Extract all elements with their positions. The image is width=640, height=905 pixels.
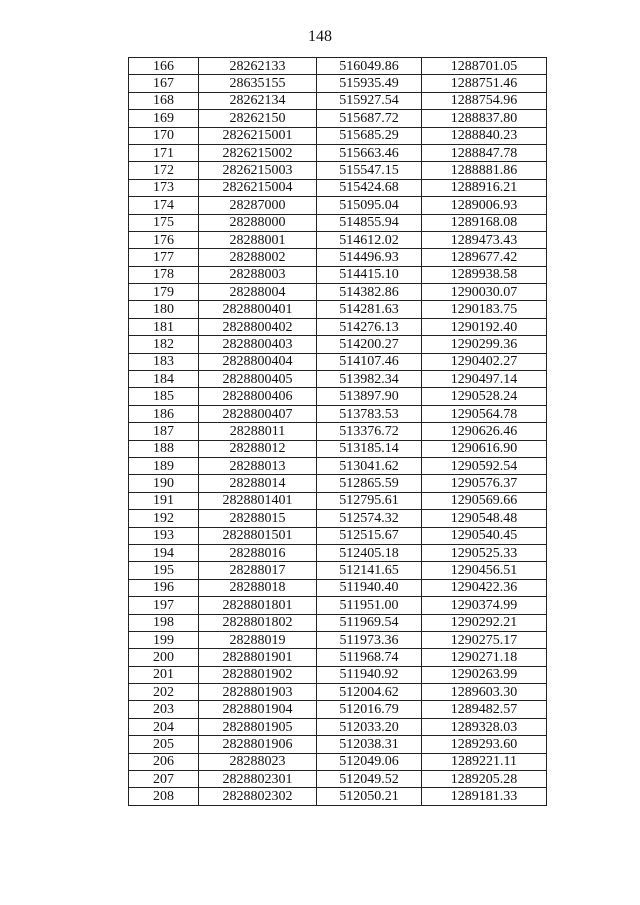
y-coordinate-cell: 1289181.33 <box>422 788 547 805</box>
point-code-cell: 2828800402 <box>199 318 317 335</box>
point-code-cell: 28288002 <box>199 249 317 266</box>
point-number-cell: 174 <box>129 197 199 214</box>
table-row <box>129 197 547 214</box>
table-row <box>129 562 547 579</box>
x-coordinate-cell: 512405.18 <box>317 544 422 561</box>
y-coordinate-cell: 1290569.66 <box>422 492 547 509</box>
y-coordinate-cell: 1289938.58 <box>422 266 547 283</box>
point-number-cell: 192 <box>129 510 199 527</box>
point-code-cell: 2828802302 <box>199 788 317 805</box>
table-row <box>129 492 547 509</box>
y-coordinate-cell: 1290299.36 <box>422 336 547 353</box>
table-row <box>129 214 547 231</box>
x-coordinate-cell: 515927.54 <box>317 92 422 109</box>
point-number-cell: 175 <box>129 214 199 231</box>
point-number-cell: 187 <box>129 423 199 440</box>
point-code-cell: 28262150 <box>199 110 317 127</box>
y-coordinate-cell: 1290576.37 <box>422 475 547 492</box>
y-coordinate-cell: 1288840.23 <box>422 127 547 144</box>
y-coordinate-cell: 1290564.78 <box>422 405 547 422</box>
table-row <box>129 666 547 683</box>
x-coordinate-cell: 511968.74 <box>317 649 422 666</box>
y-coordinate-cell: 1289603.30 <box>422 684 547 701</box>
x-coordinate-cell: 515663.46 <box>317 144 422 161</box>
x-coordinate-cell: 512016.79 <box>317 701 422 718</box>
y-coordinate-cell: 1290292.21 <box>422 614 547 631</box>
x-coordinate-cell: 512515.67 <box>317 527 422 544</box>
x-coordinate-cell: 511940.92 <box>317 666 422 683</box>
x-coordinate-cell: 512004.62 <box>317 684 422 701</box>
table-row <box>129 318 547 335</box>
point-number-cell: 177 <box>129 249 199 266</box>
y-coordinate-cell: 1290422.36 <box>422 579 547 596</box>
table-row <box>129 701 547 718</box>
point-code-cell: 2828800404 <box>199 353 317 370</box>
table-row <box>129 423 547 440</box>
point-number-cell: 203 <box>129 701 199 718</box>
point-code-cell: 2828801904 <box>199 701 317 718</box>
table-row <box>129 231 547 248</box>
table-row <box>129 527 547 544</box>
point-code-cell: 2828800407 <box>199 405 317 422</box>
point-code-cell: 2828801906 <box>199 736 317 753</box>
y-coordinate-cell: 1288701.05 <box>422 58 547 75</box>
point-code-cell: 2826215003 <box>199 162 317 179</box>
point-number-cell: 190 <box>129 475 199 492</box>
y-coordinate-cell: 1290548.48 <box>422 510 547 527</box>
y-coordinate-cell: 1288847.78 <box>422 144 547 161</box>
x-coordinate-cell: 513185.14 <box>317 440 422 457</box>
x-coordinate-cell: 515687.72 <box>317 110 422 127</box>
table-row <box>129 162 547 179</box>
point-number-cell: 195 <box>129 562 199 579</box>
table-row <box>129 684 547 701</box>
point-number-cell: 201 <box>129 666 199 683</box>
table-row <box>129 127 547 144</box>
x-coordinate-cell: 515685.29 <box>317 127 422 144</box>
point-number-cell: 169 <box>129 110 199 127</box>
table-row <box>129 284 547 301</box>
x-coordinate-cell: 513897.90 <box>317 388 422 405</box>
point-number-cell: 179 <box>129 284 199 301</box>
table-row <box>129 475 547 492</box>
x-coordinate-cell: 512141.65 <box>317 562 422 579</box>
x-coordinate-cell: 512795.61 <box>317 492 422 509</box>
point-code-cell: 28288016 <box>199 544 317 561</box>
table-row <box>129 510 547 527</box>
table-row <box>129 579 547 596</box>
table-row <box>129 75 547 92</box>
point-code-cell: 2828800406 <box>199 388 317 405</box>
x-coordinate-cell: 512050.21 <box>317 788 422 805</box>
point-code-cell: 2826215002 <box>199 144 317 161</box>
point-number-cell: 207 <box>129 771 199 788</box>
x-coordinate-cell: 511951.00 <box>317 597 422 614</box>
y-coordinate-cell: 1288881.86 <box>422 162 547 179</box>
x-coordinate-cell: 514107.46 <box>317 353 422 370</box>
table-row <box>129 388 547 405</box>
y-coordinate-cell: 1290192.40 <box>422 318 547 335</box>
point-number-cell: 172 <box>129 162 199 179</box>
table-row <box>129 58 547 75</box>
point-number-cell: 208 <box>129 788 199 805</box>
point-code-cell: 28288019 <box>199 631 317 648</box>
y-coordinate-cell: 1289473.43 <box>422 231 547 248</box>
point-number-cell: 170 <box>129 127 199 144</box>
point-code-cell: 28288003 <box>199 266 317 283</box>
table-row <box>129 631 547 648</box>
table-row <box>129 544 547 561</box>
point-code-cell: 28288000 <box>199 214 317 231</box>
x-coordinate-cell: 512865.59 <box>317 475 422 492</box>
x-coordinate-cell: 514855.94 <box>317 214 422 231</box>
point-number-cell: 202 <box>129 684 199 701</box>
table-row <box>129 371 547 388</box>
point-code-cell: 28635155 <box>199 75 317 92</box>
x-coordinate-cell: 513783.53 <box>317 405 422 422</box>
x-coordinate-cell: 516049.86 <box>317 58 422 75</box>
y-coordinate-cell: 1290030.07 <box>422 284 547 301</box>
point-code-cell: 28262133 <box>199 58 317 75</box>
point-number-cell: 193 <box>129 527 199 544</box>
x-coordinate-cell: 512038.31 <box>317 736 422 753</box>
x-coordinate-cell: 513376.72 <box>317 423 422 440</box>
y-coordinate-cell: 1290525.33 <box>422 544 547 561</box>
point-code-cell: 28288004 <box>199 284 317 301</box>
page-number: 148 <box>308 28 332 45</box>
x-coordinate-cell: 514496.93 <box>317 249 422 266</box>
x-coordinate-cell: 512049.06 <box>317 753 422 770</box>
x-coordinate-cell: 512049.52 <box>317 771 422 788</box>
y-coordinate-cell: 1289221.11 <box>422 753 547 770</box>
point-number-cell: 191 <box>129 492 199 509</box>
point-number-cell: 166 <box>129 58 199 75</box>
x-coordinate-cell: 513041.62 <box>317 457 422 474</box>
y-coordinate-cell: 1290275.17 <box>422 631 547 648</box>
table-row <box>129 597 547 614</box>
point-number-cell: 168 <box>129 92 199 109</box>
table-row <box>129 301 547 318</box>
point-code-cell: 28262134 <box>199 92 317 109</box>
point-number-cell: 188 <box>129 440 199 457</box>
y-coordinate-cell: 1289677.42 <box>422 249 547 266</box>
y-coordinate-cell: 1289168.08 <box>422 214 547 231</box>
point-code-cell: 2828801901 <box>199 649 317 666</box>
y-coordinate-cell: 1288837.80 <box>422 110 547 127</box>
x-coordinate-cell: 511940.40 <box>317 579 422 596</box>
table-row <box>129 405 547 422</box>
y-coordinate-cell: 1289293.60 <box>422 736 547 753</box>
point-code-cell: 28287000 <box>199 197 317 214</box>
point-number-cell: 180 <box>129 301 199 318</box>
y-coordinate-cell: 1288916.21 <box>422 179 547 196</box>
point-number-cell: 200 <box>129 649 199 666</box>
point-number-cell: 178 <box>129 266 199 283</box>
point-number-cell: 185 <box>129 388 199 405</box>
x-coordinate-cell: 514276.13 <box>317 318 422 335</box>
table-row <box>129 614 547 631</box>
table-row <box>129 144 547 161</box>
y-coordinate-cell: 1290271.18 <box>422 649 547 666</box>
table-row <box>129 179 547 196</box>
point-code-cell: 2828801401 <box>199 492 317 509</box>
point-number-cell: 181 <box>129 318 199 335</box>
point-code-cell: 28288013 <box>199 457 317 474</box>
point-number-cell: 171 <box>129 144 199 161</box>
point-code-cell: 28288014 <box>199 475 317 492</box>
table-row <box>129 736 547 753</box>
point-code-cell: 2828801902 <box>199 666 317 683</box>
x-coordinate-cell: 515547.15 <box>317 162 422 179</box>
y-coordinate-cell: 1290456.51 <box>422 562 547 579</box>
point-number-cell: 189 <box>129 457 199 474</box>
point-code-cell: 2826215001 <box>199 127 317 144</box>
table-row <box>129 110 547 127</box>
y-coordinate-cell: 1290616.90 <box>422 440 547 457</box>
x-coordinate-cell: 512574.32 <box>317 510 422 527</box>
coordinates-table <box>128 57 547 806</box>
y-coordinate-cell: 1290263.99 <box>422 666 547 683</box>
point-code-cell: 2828802301 <box>199 771 317 788</box>
y-coordinate-cell: 1289205.28 <box>422 771 547 788</box>
point-code-cell: 28288001 <box>199 231 317 248</box>
x-coordinate-cell: 514382.86 <box>317 284 422 301</box>
point-code-cell: 2828801903 <box>199 684 317 701</box>
table-row <box>129 266 547 283</box>
x-coordinate-cell: 515095.04 <box>317 197 422 214</box>
y-coordinate-cell: 1290374.99 <box>422 597 547 614</box>
x-coordinate-cell: 514415.10 <box>317 266 422 283</box>
table-row <box>129 249 547 266</box>
point-code-cell: 2828800403 <box>199 336 317 353</box>
table-row <box>129 788 547 805</box>
point-number-cell: 205 <box>129 736 199 753</box>
x-coordinate-cell: 511973.36 <box>317 631 422 648</box>
point-number-cell: 197 <box>129 597 199 614</box>
table-row <box>129 753 547 770</box>
point-code-cell: 28288017 <box>199 562 317 579</box>
point-number-cell: 184 <box>129 371 199 388</box>
table-row <box>129 336 547 353</box>
x-coordinate-cell: 514612.02 <box>317 231 422 248</box>
table-row <box>129 92 547 109</box>
coordinates-table-body <box>129 58 547 806</box>
point-number-cell: 176 <box>129 231 199 248</box>
point-code-cell: 2828800401 <box>199 301 317 318</box>
point-number-cell: 173 <box>129 179 199 196</box>
y-coordinate-cell: 1290626.46 <box>422 423 547 440</box>
y-coordinate-cell: 1290592.54 <box>422 457 547 474</box>
y-coordinate-cell: 1289006.93 <box>422 197 547 214</box>
y-coordinate-cell: 1289328.03 <box>422 718 547 735</box>
table-row <box>129 440 547 457</box>
point-code-cell: 2828801905 <box>199 718 317 735</box>
y-coordinate-cell: 1290528.24 <box>422 388 547 405</box>
point-code-cell: 28288018 <box>199 579 317 596</box>
point-code-cell: 2828801501 <box>199 527 317 544</box>
x-coordinate-cell: 515935.49 <box>317 75 422 92</box>
point-code-cell: 28288023 <box>199 753 317 770</box>
table-row <box>129 718 547 735</box>
point-number-cell: 183 <box>129 353 199 370</box>
point-number-cell: 199 <box>129 631 199 648</box>
y-coordinate-cell: 1289482.57 <box>422 701 547 718</box>
y-coordinate-cell: 1290402.27 <box>422 353 547 370</box>
point-number-cell: 186 <box>129 405 199 422</box>
point-code-cell: 2828801801 <box>199 597 317 614</box>
x-coordinate-cell: 514281.63 <box>317 301 422 318</box>
table-row <box>129 353 547 370</box>
point-code-cell: 2828800405 <box>199 371 317 388</box>
y-coordinate-cell: 1288754.96 <box>422 92 547 109</box>
y-coordinate-cell: 1290183.75 <box>422 301 547 318</box>
y-coordinate-cell: 1290540.45 <box>422 527 547 544</box>
y-coordinate-cell: 1290497.14 <box>422 371 547 388</box>
table-row <box>129 457 547 474</box>
point-code-cell: 2826215004 <box>199 179 317 196</box>
point-number-cell: 198 <box>129 614 199 631</box>
y-coordinate-cell: 1288751.46 <box>422 75 547 92</box>
point-number-cell: 182 <box>129 336 199 353</box>
x-coordinate-cell: 512033.20 <box>317 718 422 735</box>
point-number-cell: 194 <box>129 544 199 561</box>
x-coordinate-cell: 514200.27 <box>317 336 422 353</box>
x-coordinate-cell: 515424.68 <box>317 179 422 196</box>
point-code-cell: 28288015 <box>199 510 317 527</box>
table-row <box>129 649 547 666</box>
table-row <box>129 771 547 788</box>
x-coordinate-cell: 511969.54 <box>317 614 422 631</box>
point-code-cell: 2828801802 <box>199 614 317 631</box>
x-coordinate-cell: 513982.34 <box>317 371 422 388</box>
point-number-cell: 196 <box>129 579 199 596</box>
point-number-cell: 206 <box>129 753 199 770</box>
point-number-cell: 167 <box>129 75 199 92</box>
point-number-cell: 204 <box>129 718 199 735</box>
point-code-cell: 28288011 <box>199 423 317 440</box>
point-code-cell: 28288012 <box>199 440 317 457</box>
